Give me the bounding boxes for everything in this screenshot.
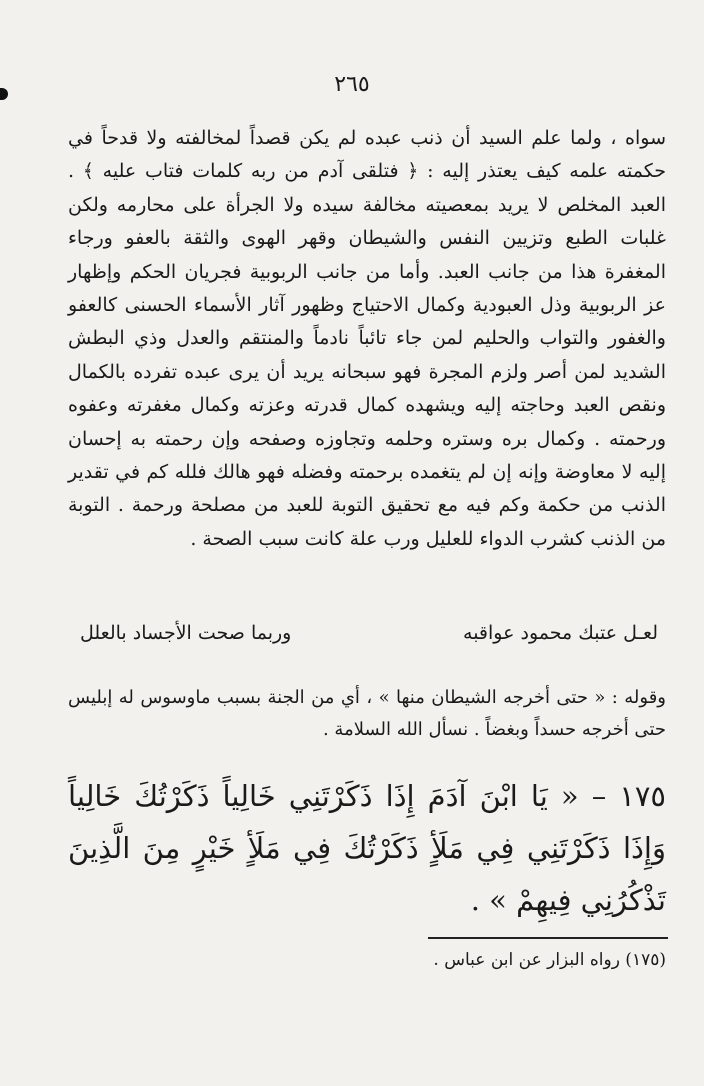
footnote-divider bbox=[428, 937, 668, 939]
page-number: ٢٦٥ bbox=[334, 72, 370, 97]
hadith-text: – « يَا ابْنَ آدَمَ إِذَا ذَكَرْتَنِي خَالِياً ذَكَرْتُكَ خَالِياً وَإِذَا ذَكَرْتَنِي فِي مَلَأٍ ذَكَرْتُكَ فِي مَلَأٍ خَيْرٍ مِنَ الَّذِينَ تَذْكُرُنِي فِيهِمْ » . bbox=[68, 779, 666, 917]
verse-second-hemistich: وربما صحت الأجساد بالعلل bbox=[80, 622, 292, 644]
hadith-block bbox=[68, 770, 666, 926]
footnote: (١٧٥) رواه البزار عن ابن عباس . bbox=[433, 950, 666, 970]
commentary-paragraph: وقوله : « حتى أخرجه الشيطان منها » ، أي من الجنة بسبب ماوسوس له إبليس حتى أخرجه حسداً وبغضاً . نسأل الله السلامة . bbox=[68, 687, 666, 740]
main-paragraph: سواه ، ولما علم السيد أن ذنب عبده لم يكن قصداً لمخالفته ولا قدحاً في حكمته علمه كيف يعتذر إليه : ﴿ فتلقى آدم من ربه كلمات فتاب عليه ﴾ . العبد المخلص لا يريد بمعصيته مخالفة سيده ولا الجرأة على محارمه ولكن غلبات الطبع وتزيين النفس والشيطان وقهر الهوى والثقة بالعفو ورجاء المغفرة هذا من جانب العبد. وأما من جانب الربوبية فجريان الحكم وإظهار عز الربوبية وذل العبودية وكمال الاحتياج وظهور آثار الأسماء الحسنى كالعفو والغفور والتواب والحليم لمن جاء تائباً نادماً والمنتقم والعدل وذي البطش الشديد لمن أصر ولزم المجرة فهو سبحانه يريد أن يرى عبده تفرده بالكمال ونقص العبد وحاجته إليه ويشهده كمال قدرته وعزته وكمال مغفرته وعفوه ورحمته . وكمال بره وستره وحلمه وتجاوزه وصفحه وإن رحمته به إحسان إليه لا معاوضة وإنه إن لم يتغمده برحمته وفضله فهو هالك فلله كم في تقدير الذنب من حكمة وكم فيه مع تحقيق التوبة للعبد من مصلحة ورحمة . التوبة من الذنب كشرب الدواء للعليل ورب علة كانت سبب الصحة . bbox=[68, 127, 666, 550]
verse-first-hemistich: لعـل عتبك محمود عواقبه bbox=[463, 622, 658, 644]
poetry-verse bbox=[70, 618, 668, 648]
hadith-number: ١٧٥ bbox=[619, 779, 667, 813]
